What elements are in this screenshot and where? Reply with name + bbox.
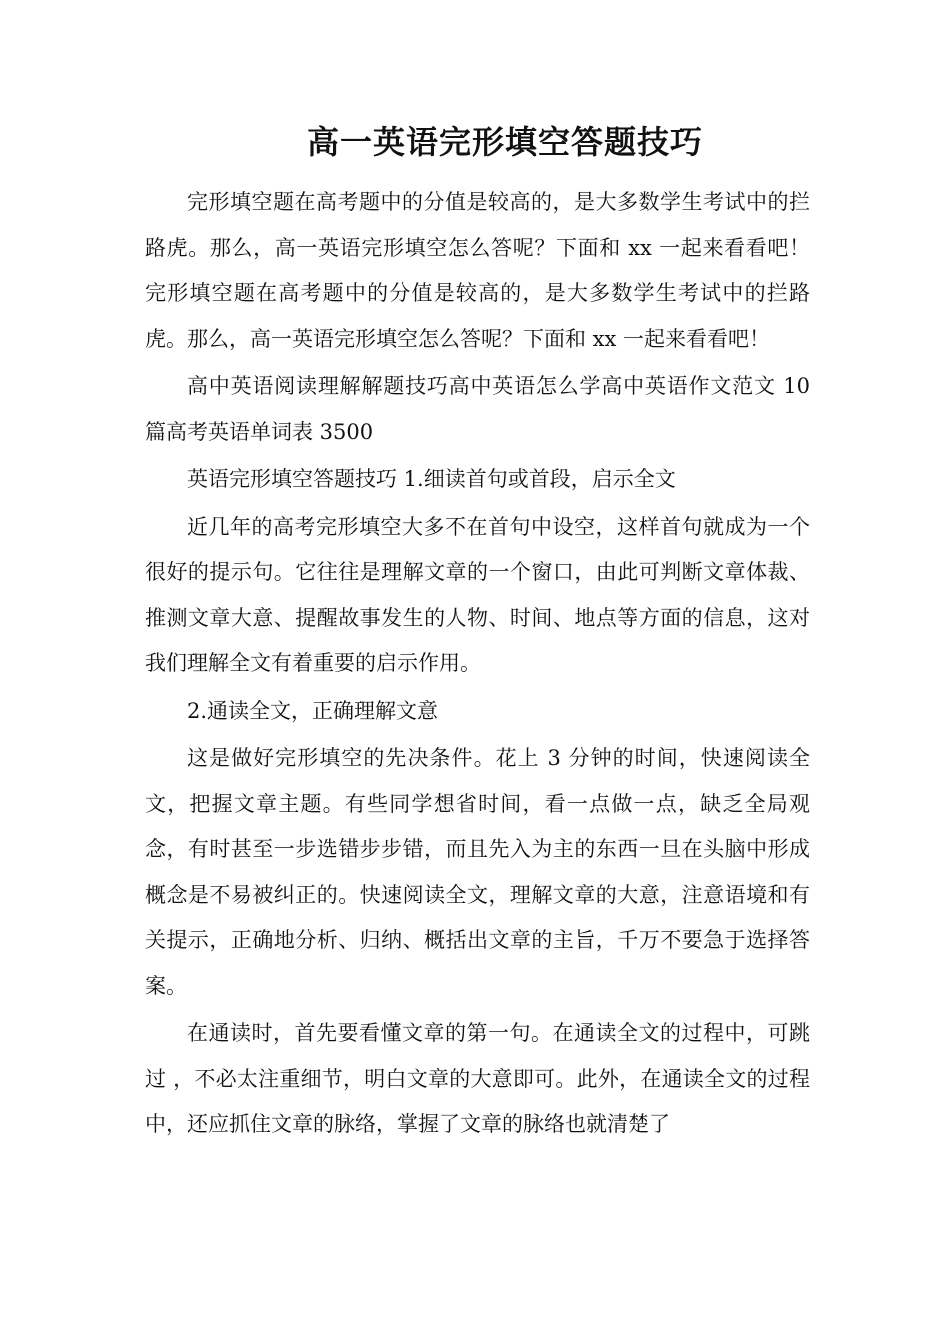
paragraph-tip-1-heading: 英语完形填空答题技巧 1.细读首句或首段，启示全文 bbox=[187, 467, 676, 491]
paragraph-tip-2-heading: 2.通读全文，正确理解文意 bbox=[187, 698, 439, 723]
paragraph-reading-advice: 在通读时，首先要看懂文章的第一句。在通读全文的过程中，可跳过 ，不必太注重细节，明白文章的大意即可。此外，在通读全文的过程中，还应抓住文章的脉络，掌握了文章的脉络也就清楚了 bbox=[145, 1021, 810, 1136]
paragraph-tip-2-body: 这是做好完形填空的先决条件。花上 3 分钟的时间，快速阅读全文，把握文章主题。有些同学想省时间，看一点做一点，缺乏全局观念，有时甚至一步选错步步错，而且先入为主的东西一旦在头脑中形成概念是不易被纠正的。快速阅读全文，理解文章的大意，注意语境和有关提示，正确地分析、归纳、概括出文章的主旨，千万不要急于选择答案。 bbox=[145, 746, 810, 998]
paragraph-intro: 完形填空题在高考题中的分值是较高的，是大多数学生考试中的拦路虎。那么，高一英语完形填空怎么答呢？下面和 xx 一起来看看吧！完形填空题在高考题中的分值是较高的，是大多数学生考试中的拦路虎。那么，高一英语完形填空怎么答呢？下面和 xx 一起来看看吧！ bbox=[145, 190, 810, 351]
paragraph-related-links: 高中英语阅读理解解题技巧高中英语怎么学高中英语作文范文 10 篇高考英语单词表 3500 bbox=[145, 374, 810, 444]
document-body bbox=[145, 180, 810, 1150]
document-title: 高一英语完形填空答题技巧 bbox=[306, 123, 703, 161]
paragraph-tip-1-body: 近几年的高考完形填空大多不在首句中设空，这样首句就成为一个很好的提示句。它往往是理解文章的一个窗口，由此可判断文章体裁、推测文章大意、提醒故事发生的人物、时间、地点等方面的信息，这对我们理解全文有着重要的启示作用。 bbox=[145, 514, 810, 675]
